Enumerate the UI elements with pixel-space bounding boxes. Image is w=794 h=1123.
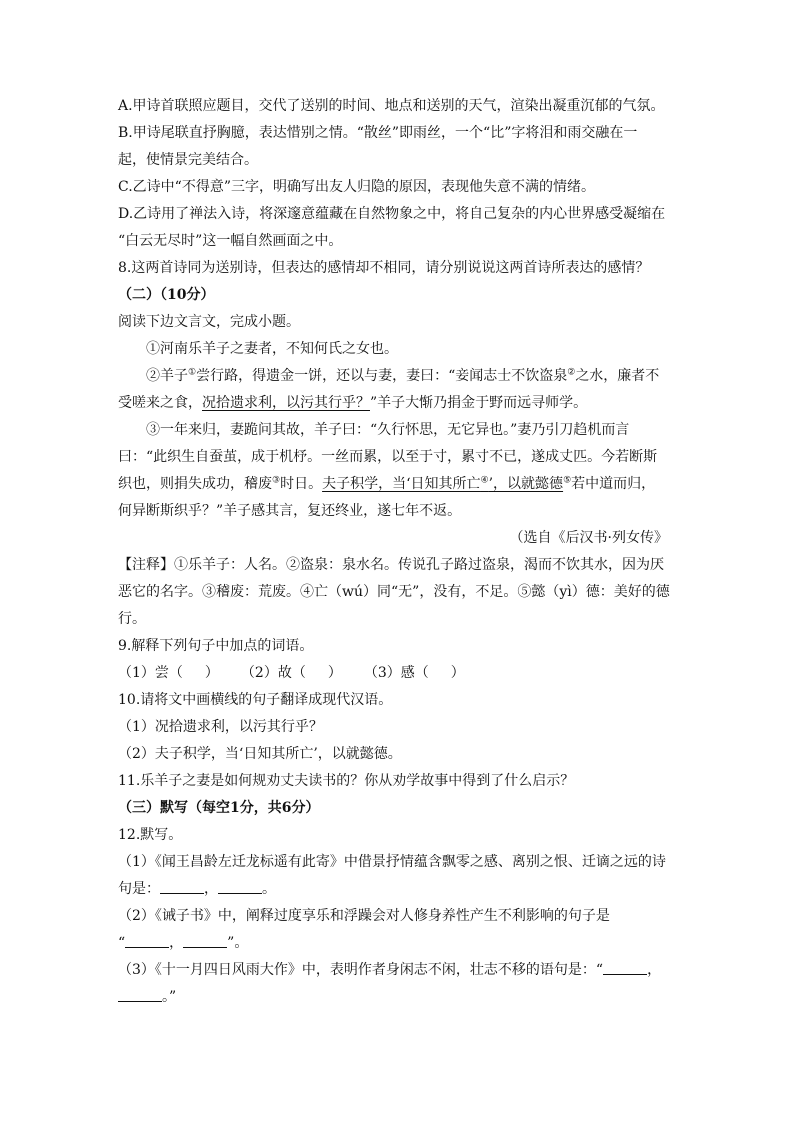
question-9: 9.解释下列句子中加点的词语。	[118, 638, 314, 654]
text-span: 织也，则捐失成功，稽废	[118, 476, 272, 492]
question-12: 12.默写。	[118, 827, 183, 843]
exam-page	[118, 93, 678, 1011]
footnote-mark: ③	[272, 475, 281, 486]
passage-para-3-line2: 曰：“此织生自蚕茧，成于机杼。一丝而累，以至于寸，累寸不已，遂成丈匹。今若断斯	[118, 449, 658, 465]
text-span: 之水，廉者不	[575, 368, 660, 384]
q7-option-d-line2: “白云无尽时”这一幅自然画面之中。	[118, 233, 343, 249]
text-span: ，	[169, 935, 184, 951]
q12-item-3-line2	[118, 984, 678, 1011]
text-span: 尝行路，得遗金一饼，还以与妻，妻曰：“妾闻志士不饮盗泉	[196, 368, 568, 384]
footnote-mark: ②	[567, 367, 576, 378]
passage-source: （选自《后汉书·列女传》	[509, 530, 668, 546]
q12-item-3-line1	[118, 957, 678, 984]
q9-item-2-end: ）	[327, 665, 342, 681]
q7-option-c: C.乙诗中“不得意”三字，明确写出友人归隐的原因，表现他失意不满的情绪。	[118, 179, 595, 195]
q7-option-a: A.甲诗首联照应题目，交代了送别的时间、地点和送别的天气，渲染出凝重沉郁的气氛。	[118, 98, 665, 114]
text-span: （3）《十一月四日风雨大作》中，表明作者身闲志不闲，壮志不移的语句是：“	[118, 962, 604, 978]
fill-blank[interactable]	[218, 879, 262, 894]
question-8: 8.这两首诗同为送别诗，但表达的感情却不相同，请分别说说这两首诗所表达的感情？	[118, 260, 650, 276]
passage-para-3-line3	[118, 471, 678, 498]
text-span: ，	[647, 962, 662, 978]
fill-blank[interactable]	[118, 987, 162, 1002]
section-2-intro: 阅读下边文言文，完成小题。	[118, 314, 300, 330]
passage-para-3-line1: ③一年来归，妻跪问其故，羊子曰：“久行怀思，无它异也。”妻乃引刀趋机而言	[146, 422, 630, 438]
q12-item-2-line2	[118, 930, 678, 957]
q12-item-1-line1: （1）《闻王昌龄左迁龙标遥有此寄》中借景抒情蕴含飘零之感、离别之恨、迁谪之远的诗	[118, 854, 666, 870]
text-span: 受嗟来之食，	[118, 395, 202, 411]
footnote-mark: ⑤	[563, 475, 572, 486]
footnote-mark: ④	[480, 475, 489, 486]
text-span: 句是：	[118, 881, 160, 897]
passage-para-3-line4: 何异断斯织乎？”羊子感其言，复还终业，遂七年不返。	[118, 503, 462, 519]
q7-option-b-line2: 起，使情景完美结合。	[118, 152, 258, 168]
text-span: “	[118, 935, 126, 951]
text-span: ”。	[227, 935, 249, 951]
fill-blank[interactable]	[125, 933, 169, 948]
underlined-sentence-1: 况拾遗求利，以污其行乎？	[202, 395, 370, 411]
text-span: ’，以就懿德	[488, 476, 564, 492]
q7-option-b-line1: B.甲诗尾联直抒胸臆，表达惜别之情。“散丝”即雨丝，一个“比”字将泪和雨交融在一	[118, 125, 638, 141]
fill-blank[interactable]	[603, 960, 647, 975]
question-11: 11.乐羊子之妻是如何规劝丈夫读书的？你从劝学故事中得到了什么启示？	[118, 773, 575, 789]
annotation-line2: 恶它的名字。③稽废：荒废。④亡（wú）同“无”，没有，不足。⑤懿（yì）德：美好的德	[118, 584, 670, 600]
q9-item-2-start: （2）故（	[240, 665, 306, 681]
text-span: 。”	[162, 989, 177, 1005]
text-span: 时日。	[280, 476, 323, 492]
question-10: 10.请将文中画横线的句子翻译成现代汉语。	[118, 692, 393, 708]
text-span: 夫子积学，当‘日知其所亡	[322, 476, 481, 492]
q9-item-1-end: ）	[204, 665, 219, 681]
q12-item-2-line1: （2）《诫子书》中，阐释过度享乐和浮躁会对人修身养性产生不利影响的句子是	[118, 908, 610, 924]
passage-para-2-line2	[118, 390, 678, 417]
q9-item-1-start: （1）尝（	[118, 665, 183, 681]
q9-item-3-start: （3）感（	[363, 665, 429, 681]
passage-para-1: ①河南乐羊子之妻者，不知何氏之女也。	[146, 341, 398, 357]
section-3-heading: （三）默写（每空1分，共6分）	[118, 800, 320, 816]
underlined-sentence-2	[322, 476, 563, 492]
annotation-line3: 行。	[118, 611, 146, 627]
question-10-sentence-2: （2）夫子积学，当‘日知其所亡’，以就懿德。	[118, 746, 402, 762]
annotation-line1: 【注释】①乐羊子：人名。②盗泉：泉水名。传说孔子路过盗泉，渴而不饮其水，因为厌	[118, 557, 664, 573]
q9-item-3-end: ）	[450, 665, 465, 681]
text-span: ”羊子大惭乃捐金于野而远寻师学。	[370, 395, 588, 411]
footnote-mark: ①	[188, 367, 197, 378]
section-2-heading: （二）（10分）	[118, 287, 215, 303]
passage-para-2-line1	[118, 363, 678, 390]
question-9-items	[118, 660, 678, 687]
q12-item-1-line2	[118, 876, 678, 903]
text-span: 若中道而归，	[571, 476, 656, 492]
question-10-sentence-1: （1）况拾遗求利，以污其行乎？	[118, 719, 323, 735]
fill-blank[interactable]	[183, 933, 227, 948]
text-span: ②羊子	[146, 368, 188, 384]
fill-blank[interactable]	[160, 879, 204, 894]
text-span: 。	[262, 881, 276, 897]
q7-option-d-line1: D.乙诗用了禅法入诗，将深邃意蕴藏在自然物象之中，将自己复杂的内心世界感受凝缩在	[118, 206, 666, 222]
text-span: ，	[204, 881, 218, 897]
